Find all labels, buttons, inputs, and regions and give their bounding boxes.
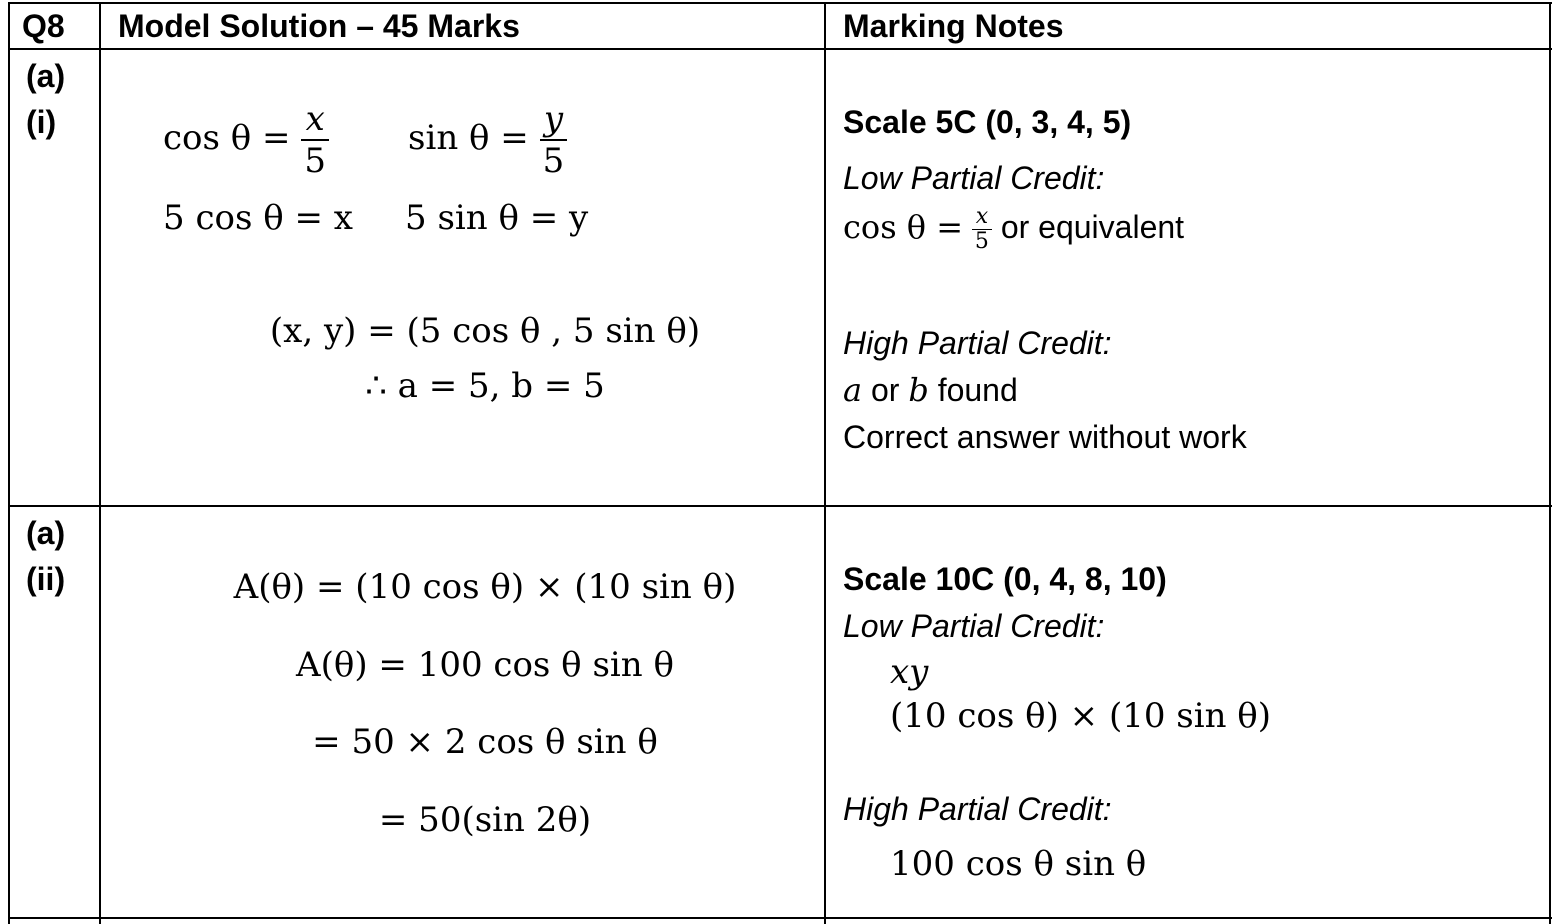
low-partial-credit-heading: Low Partial Credit:: [843, 608, 1105, 644]
fraction-denominator: 5: [542, 141, 565, 181]
cos-equation: [163, 99, 329, 181]
table-border-right: [1549, 2, 1551, 924]
low-partial-credit-criterion: [843, 206, 1184, 253]
table-border-top: [8, 2, 1552, 4]
sin-lhs: sin θ =: [408, 118, 529, 158]
fraction-denominator: 5: [304, 141, 326, 181]
low-partial-credit-criterion-2: (10 cos θ) × (10 sin θ): [890, 696, 1272, 736]
header-divider: [8, 48, 1552, 50]
criterion-fraction: [972, 206, 992, 253]
x-expression: 5 cos θ = x: [163, 198, 353, 238]
subpart-label: (i): [26, 104, 57, 140]
cos-fraction: [301, 99, 329, 181]
criterion-or: or: [870, 372, 900, 408]
area-definition: A(θ) = (10 cos θ) × (10 sin θ): [233, 567, 737, 607]
fraction-numerator: y: [540, 102, 568, 141]
part-label: (a): [26, 515, 66, 551]
var-a: a: [843, 371, 863, 409]
high-partial-credit-heading: High Partial Credit:: [843, 325, 1112, 361]
area-result: = 50(sin 2θ): [378, 800, 592, 840]
solution-column-title: Model Solution – 45 Marks: [118, 8, 520, 44]
fraction-numerator: x: [301, 102, 329, 141]
sin-fraction: [540, 99, 568, 181]
column-divider-2: [824, 2, 826, 924]
column-divider-1: [99, 2, 101, 924]
notes-column-title: Marking Notes: [843, 8, 1064, 44]
point-coordinates: (x, y) = (5 cos θ , 5 sin θ): [269, 311, 701, 351]
low-partial-credit-criterion: xy: [890, 652, 929, 692]
high-partial-credit-criterion-2: Correct answer without work: [843, 419, 1247, 455]
part-label: (a): [26, 58, 66, 94]
fraction-denominator: 5: [974, 229, 989, 254]
scale-heading: Scale 10C (0, 4, 8, 10): [843, 561, 1167, 597]
row-divider: [8, 505, 1552, 507]
high-partial-credit-heading: High Partial Credit:: [843, 791, 1112, 827]
question-number: Q8: [22, 8, 65, 44]
a-b-result: ∴ a = 5, b = 5: [365, 366, 605, 406]
high-partial-credit-criterion: 100 cos θ sin θ: [890, 844, 1147, 884]
scale-heading: Scale 5C (0, 3, 4, 5): [843, 104, 1132, 140]
subpart-label: (ii): [26, 561, 66, 597]
var-b: b: [908, 371, 929, 409]
criterion-found: found: [937, 372, 1018, 408]
table-border-bottom: [8, 917, 1552, 919]
high-partial-credit-criterion: [843, 372, 1018, 408]
table-border-left: [8, 2, 10, 924]
criterion-suffix: or equivalent: [1000, 208, 1185, 245]
cos-lhs: cos θ =: [163, 118, 291, 158]
sin-equation: [408, 99, 567, 181]
fraction-numerator: x: [972, 206, 992, 230]
criterion-lhs: cos θ =: [843, 207, 964, 246]
y-expression: 5 sin θ = y: [405, 198, 589, 238]
area-simplified: A(θ) = 100 cos θ sin θ: [296, 645, 674, 685]
low-partial-credit-heading: Low Partial Credit:: [843, 160, 1105, 196]
area-double-angle-step: = 50 × 2 cos θ sin θ: [312, 722, 658, 762]
